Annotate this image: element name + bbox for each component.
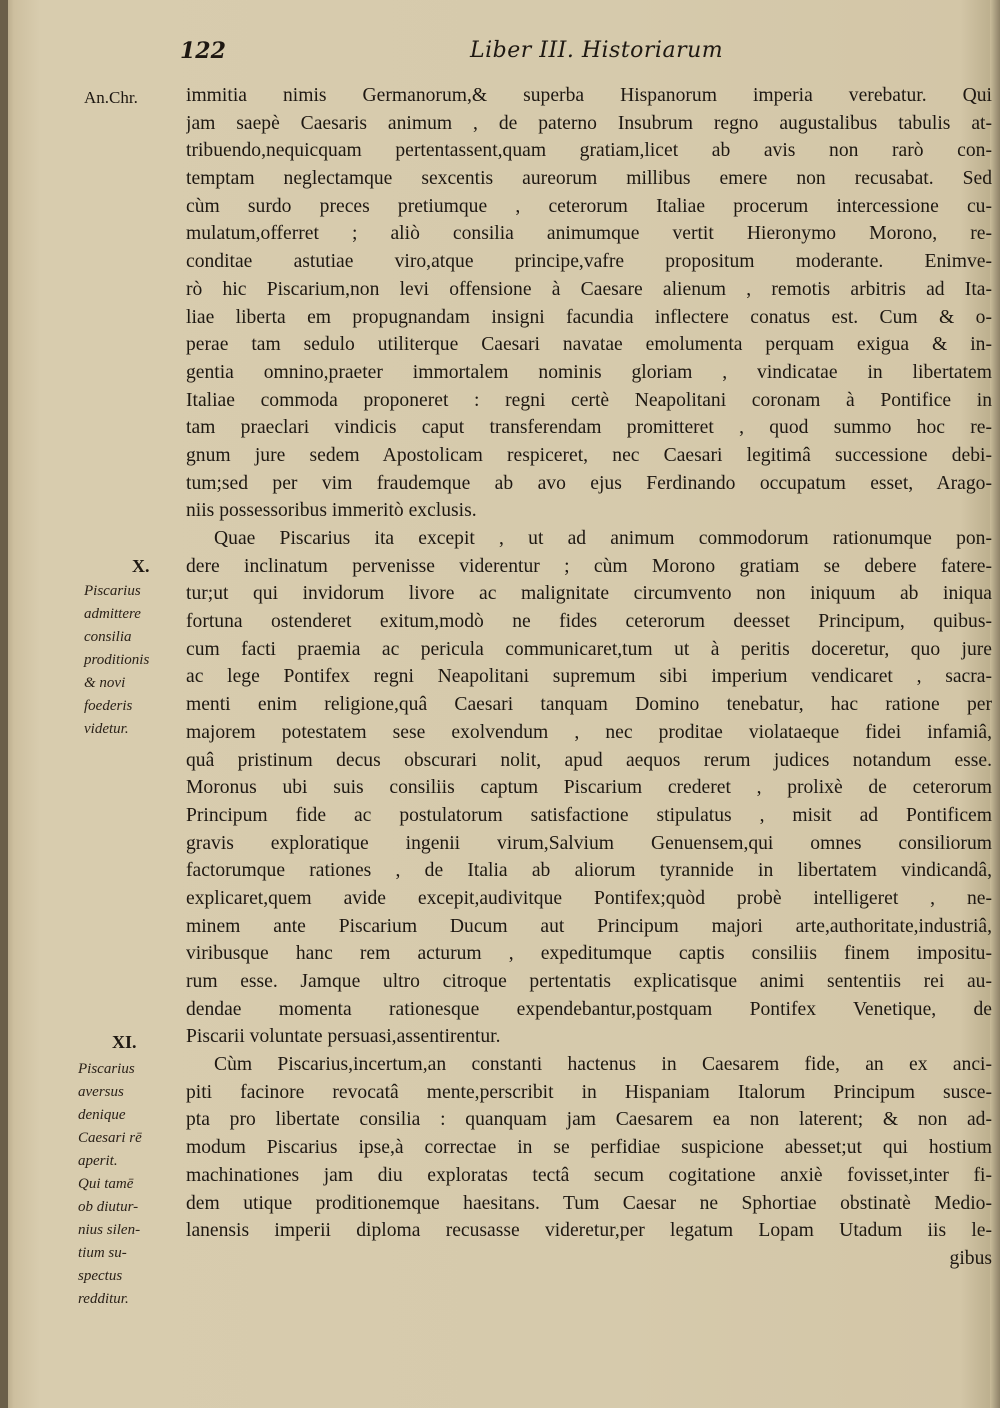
margin-note-line: videtur. — [84, 721, 129, 737]
text-line: majorem potestatem sese exolvendum , nec proditae violataeque fidei infamiâ, — [186, 721, 992, 743]
text-line: tam praeclari vindicis caput transferendam promitteret , quod summo hoc re- — [186, 417, 992, 439]
text-line: viribusque hanc rem acturum , expeditumque captis consiliis finem impositu- — [186, 943, 992, 965]
margin-note-line: aversus — [78, 1084, 124, 1100]
margin-note-line: redditur. — [78, 1291, 129, 1307]
text-line: rum esse. Jamque ultro citroque pertentatis explicatisque animi sententiis rei au- — [186, 971, 992, 992]
text-line: modum Piscarius ipse,à correctae in se perfidiae suspicione abesset;ut qui hostium — [186, 1137, 992, 1159]
text-line: gravis exploratique ingenii virum,Salvium Genuensem,qui omnes consiliorum — [186, 832, 992, 854]
text-line: minem ante Piscarium Ducum aut Principum majori arte,authoritate,industriâ, — [186, 915, 992, 937]
margin-note-line: ob diutur- — [78, 1199, 139, 1215]
margin-note-number: X. — [132, 556, 150, 576]
margin-note-line: proditionis — [84, 652, 150, 668]
margin-note — [84, 580, 149, 741]
text-line: gnum jure sedem Apostolicam respiceret, nec Caesari legitimâ successione debi- — [186, 444, 992, 466]
text-line: dendae momenta rationesque expendebantur,postquam Pontifex Venetique, de — [186, 998, 992, 1020]
era-label: An.Chr. — [84, 88, 138, 107]
text-line: gentia omnino,praeter immortalem nominis gloriam , vindicatae in libertatem — [186, 361, 992, 383]
text-line: explicaret,quem avide excepit,audivitque Pontifex;quòd probè intelligeret , ne- — [186, 887, 992, 909]
margin-note-line: consilia — [84, 629, 132, 645]
margin-note-line: nius silen- — [78, 1222, 141, 1238]
margin-note-line: Qui tamē — [78, 1176, 134, 1192]
text-line: piti facinore revocatâ mente,perscribit in Hispaniam Italorum Principum susce- — [186, 1081, 992, 1103]
text-line: tur;ut qui invidorum livore ac malignitate circumvento non iniquum ab iniqua — [186, 583, 992, 605]
margin-note-line: denique — [78, 1107, 126, 1123]
text-line: Cùm Piscarius,incertum,an constanti hactenus in Caesarem fide, an ex anci- — [214, 1054, 992, 1076]
margin-note-line: & novi — [84, 675, 126, 691]
margin-note-line: aperit. — [78, 1153, 118, 1169]
text-line: Principum fide ac postulatorum satisfactione stipulatus , misit ad Pontificem — [186, 804, 992, 826]
text-line: Quae Piscarius ita excepit , ut ad animum commodorum rationumque pon- — [214, 528, 992, 549]
page-header — [0, 38, 1000, 72]
text-line: fortuna ostenderet exitum,modò ne fides ceterorum deesset Principum, quibus- — [186, 611, 992, 633]
running-title: Liber III. Historiarum — [470, 38, 724, 63]
margin-note-line: spectus — [78, 1268, 123, 1284]
text-line: quâ pristinum decus obscurari nolit, apud aequos rerum judices notandum esse. — [186, 749, 992, 771]
text-line: conditae astutiae viro,atque principe,vafre propositum moderante. Enimve- — [186, 251, 992, 273]
text-line: mulatum,offerret ; aliò consilia animumque vertit Hieronymo Morono, re- — [186, 223, 992, 245]
catchword: gibus — [949, 1247, 992, 1269]
text-line: menti enim religione,quâ Caesari tanquam Domino tenebatur, hac ratione per — [186, 694, 992, 716]
body-text — [186, 82, 992, 1273]
page-number: 122 — [180, 38, 226, 64]
text-line: dem utique proditionemque haesitans. Tum Caesar ne Sphortiae obstinatè Medio- — [186, 1192, 992, 1214]
text-line: tum;sed per vim fraudemque ab avo ejus Ferdinando occupatum esset, Arago- — [186, 472, 992, 494]
text-line: lanensis imperii diploma recusasse videretur,per legatum Lopam Utadum iis le- — [186, 1220, 992, 1242]
text-line: Italiae commoda proponeret : regni certè Neapolitani coronam à Pontifice in — [186, 389, 992, 411]
text-line: machinationes jam diu exploratas tectâ secum cogitatione anxiè fovisset,inter fi- — [186, 1164, 992, 1186]
margin-note — [78, 1058, 142, 1311]
text-line: niis possessoribus immeritò exclusis. — [186, 500, 477, 522]
text-line: dere inclinatum pervenisse viderentur ; cùm Morono gratiam se debere fatere- — [186, 555, 992, 577]
text-line: liae liberta em propugnandam insigni facundia inflectere conatus est. Cum & o- — [186, 306, 992, 328]
margin-note-line: admittere — [84, 606, 141, 622]
margin-note-number: XI. — [112, 1032, 137, 1052]
text-line: tribuendo,nequicquam pertentassent,quam gratiam,licet ab avis non rarò con- — [186, 140, 992, 162]
margin-note-line: Piscarius — [84, 583, 141, 599]
text-line: cum facti praemia ac pericula communicaret,tum ut à peritis doceretur, quo jure — [186, 638, 992, 660]
text-line: ac lege Pontifex regni Neapolitani supremum sibi imperium vendicaret , sacra- — [186, 666, 992, 688]
margin-note-line: foederis — [84, 698, 133, 714]
margin-note-line: tium su- — [78, 1245, 127, 1261]
margin-note-line: Piscarius — [78, 1061, 135, 1077]
text-line: cùm surdo preces pretiumque , ceterorum Italiae procerum intercessione cu- — [186, 195, 992, 217]
text-line: temptam neglectamque sexcentis aureorum millibus emere non recusabat. Sed — [186, 168, 992, 190]
text-line: factorumque rationes , de Italia ab aliorum tyrannide in libertatem vindicandâ, — [186, 860, 992, 882]
text-line: rò hic Piscarium,non levi offensione à Caesare alienum , remotis arbitris ad Ita- — [186, 278, 992, 300]
text-line: Piscarii voluntate persuasi,assentirentur. — [186, 1026, 501, 1048]
margin-note-line: Caesari rē — [78, 1130, 142, 1146]
text-line: immitia nimis Germanorum,& superba Hispanorum imperia verebatur. Qui — [186, 85, 992, 106]
text-line: pta pro libertate consilia : quanquam jam Caesarem ea non laterent; & non ad- — [186, 1109, 992, 1131]
binding-shadow — [0, 0, 8, 1408]
text-line: Moronus ubi suis consiliis captum Piscarium crederet , prolixè de ceterorum — [186, 777, 992, 799]
text-line: perae tam sedulo utiliterque Caesari navatae emolumenta perquam exigua & in- — [186, 334, 992, 356]
text-line: jam saepè Caesaris animum , de paterno Insubrum regno augustalibus tabulis at- — [186, 112, 992, 134]
